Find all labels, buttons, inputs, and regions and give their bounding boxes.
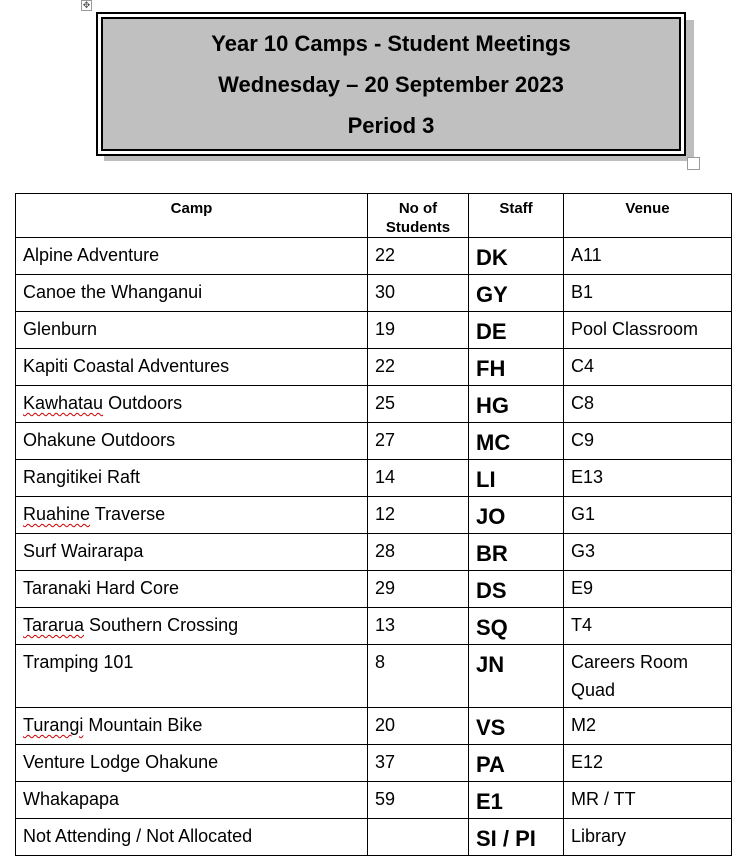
students-cell: 28 xyxy=(368,534,469,571)
table-row xyxy=(16,571,732,608)
spellcheck-word[interactable]: Turangi xyxy=(23,715,84,735)
students-cell: 13 xyxy=(368,608,469,645)
header-banner-inner xyxy=(101,17,681,151)
table-row xyxy=(16,782,732,819)
students-cell xyxy=(368,819,469,856)
staff-cell: SI / PI xyxy=(469,819,564,856)
venue-cell: C8 xyxy=(564,386,732,423)
table-row xyxy=(16,386,732,423)
venue-cell: Careers Room Quad xyxy=(564,645,732,708)
venue-cell: C4 xyxy=(564,349,732,386)
spellcheck-word[interactable]: Kawhatau xyxy=(23,393,104,413)
venue-cell: T4 xyxy=(564,608,732,645)
staff-cell: GY xyxy=(469,275,564,312)
staff-cell: MC xyxy=(469,423,564,460)
camp-cell: Tramping 101 xyxy=(16,645,368,708)
staff-cell: SQ xyxy=(469,608,564,645)
column-header-staff: Staff xyxy=(469,194,564,238)
camp-name-rest: Traverse xyxy=(90,504,166,524)
students-cell: 25 xyxy=(368,386,469,423)
header-banner xyxy=(96,12,686,156)
students-cell: 30 xyxy=(368,275,469,312)
venue-cell: MR / TT xyxy=(564,782,732,819)
venue-cell: B1 xyxy=(564,275,732,312)
venue-cell: E13 xyxy=(564,460,732,497)
venue-cell: A11 xyxy=(564,238,732,275)
table-row xyxy=(16,349,732,386)
column-header-venue: Venue xyxy=(564,194,732,238)
students-cell: 27 xyxy=(368,423,469,460)
spellcheck-word[interactable]: Ruahine xyxy=(23,504,91,524)
venue-cell: G1 xyxy=(564,497,732,534)
camp-name-rest: Outdoors xyxy=(103,393,183,413)
students-cell: 20 xyxy=(368,708,469,745)
staff-cell: DS xyxy=(469,571,564,608)
meeting-period: Period 3 xyxy=(347,112,435,138)
table-row xyxy=(16,423,732,460)
students-cell: 14 xyxy=(368,460,469,497)
camp-cell: Ohakune Outdoors xyxy=(16,423,368,460)
venue-cell: Pool Classroom xyxy=(564,312,732,349)
table-row xyxy=(16,312,732,349)
camp-cell: Whakapapa xyxy=(16,782,368,819)
students-cell: 22 xyxy=(368,238,469,275)
camp-name-rest: Southern Crossing xyxy=(84,615,239,635)
staff-cell: DE xyxy=(469,312,564,349)
venue-cell: M2 xyxy=(564,708,732,745)
table-row xyxy=(16,645,732,708)
venue-cell: E9 xyxy=(564,571,732,608)
table-row xyxy=(16,819,732,856)
staff-cell: HG xyxy=(469,386,564,423)
camp-cell xyxy=(16,708,368,745)
camp-cell: Alpine Adventure xyxy=(16,238,368,275)
camp-cell: Glenburn xyxy=(16,312,368,349)
table-row xyxy=(16,708,732,745)
venue-cell: G3 xyxy=(564,534,732,571)
camp-cell: Rangitikei Raft xyxy=(16,460,368,497)
table-row xyxy=(16,238,732,275)
camp-cell xyxy=(16,386,368,423)
camp-cell: Taranaki Hard Core xyxy=(16,571,368,608)
table-row xyxy=(16,534,732,571)
camp-cell: Not Attending / Not Allocated xyxy=(16,819,368,856)
staff-cell: PA xyxy=(469,745,564,782)
table-row xyxy=(16,497,732,534)
table-row xyxy=(16,745,732,782)
camp-cell: Kapiti Coastal Adventures xyxy=(16,349,368,386)
page-title: Year 10 Camps - Student Meetings xyxy=(211,30,571,56)
students-cell: 19 xyxy=(368,312,469,349)
camp-cell xyxy=(16,608,368,645)
camp-cell: Surf Wairarapa xyxy=(16,534,368,571)
textbox-resize-handle[interactable] xyxy=(687,157,700,170)
camps-table xyxy=(15,193,732,856)
camp-cell xyxy=(16,497,368,534)
staff-cell: BR xyxy=(469,534,564,571)
venue-cell: E12 xyxy=(564,745,732,782)
spellcheck-word[interactable]: Tararua xyxy=(23,615,85,635)
students-cell: 59 xyxy=(368,782,469,819)
venue-cell: C9 xyxy=(564,423,732,460)
table-row xyxy=(16,460,732,497)
venue-cell: Library xyxy=(564,819,732,856)
staff-cell: FH xyxy=(469,349,564,386)
staff-cell: E1 xyxy=(469,782,564,819)
table-move-handle[interactable]: ✥ xyxy=(82,0,91,10)
camp-cell: Venture Lodge Ohakune xyxy=(16,745,368,782)
table-row xyxy=(16,275,732,312)
table-header-row xyxy=(16,194,732,238)
camp-cell: Canoe the Whanganui xyxy=(16,275,368,312)
staff-cell: LI xyxy=(469,460,564,497)
table-row xyxy=(16,608,732,645)
staff-cell: VS xyxy=(469,708,564,745)
staff-cell: DK xyxy=(469,238,564,275)
students-cell: 22 xyxy=(368,349,469,386)
camp-name-rest: Mountain Bike xyxy=(83,715,203,735)
students-cell: 37 xyxy=(368,745,469,782)
students-cell: 29 xyxy=(368,571,469,608)
staff-cell: JO xyxy=(469,497,564,534)
column-header-camp: Camp xyxy=(16,194,368,238)
staff-cell: JN xyxy=(469,645,564,708)
students-cell: 12 xyxy=(368,497,469,534)
column-header-students: No of Students xyxy=(368,194,469,238)
students-cell: 8 xyxy=(368,645,469,708)
meeting-date: Wednesday – 20 September 2023 xyxy=(218,71,564,97)
